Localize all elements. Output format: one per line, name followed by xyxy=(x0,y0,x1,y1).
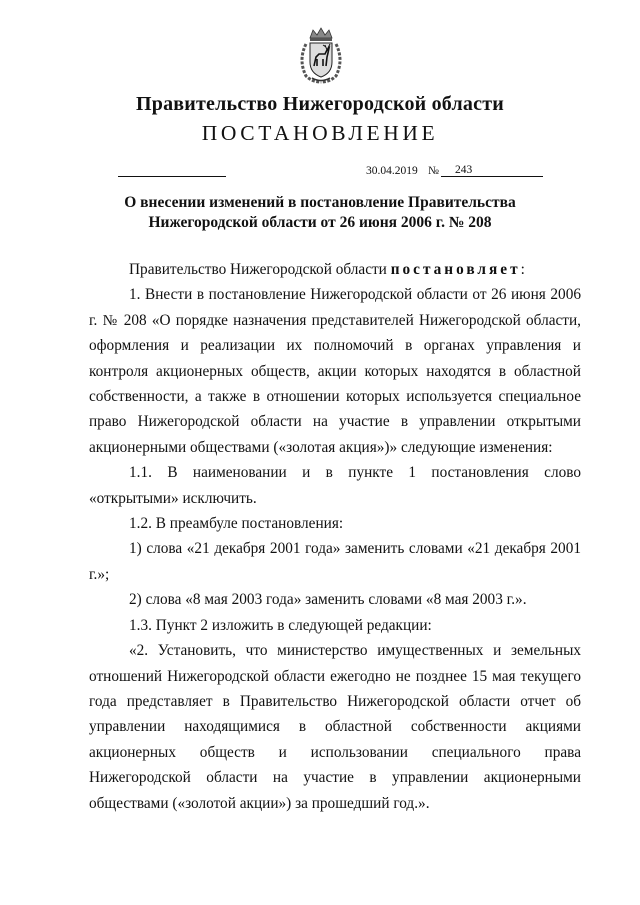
preamble-text: Правительство Нижегородской области xyxy=(129,261,387,278)
paragraph-1-1: 1.1. В наименовании и в пункте 1 постановления слово «открытыми» исключить. xyxy=(89,464,581,507)
number-label: № xyxy=(428,165,439,177)
preamble-paragraph xyxy=(89,257,581,282)
blank-date-line xyxy=(118,176,226,177)
paragraph-1: 1. Внести в постановление Нижегородской области от 26 июня 2006 г. № 208 «О порядке назначения представителей Нижегородской области, оформления и реализации их полномочий в органах управления и контроля акционерных обществ, акции которых находятся в областной собственности, а также в отношении которых используется специальное право Нижегородской области на участие в управлении открытыми акционерными обществами («золотая акция»)» следующие изменения: xyxy=(89,286,581,456)
title-line-2: Нижегородской области от 26 июня 2006 г. № 208 xyxy=(148,214,492,231)
coat-of-arms-emblem xyxy=(296,26,346,84)
document-body xyxy=(89,257,581,816)
paragraph-1-2: 1.2. В преамбуле постановления: xyxy=(129,515,344,533)
paragraph-1-3-text: «2. Установить, что министерство имущественных и земельных отношений Нижегородской области ежегодно не позднее 15 мая текущего года представляет в Правительство Нижегородской области отчет об управлении находящимися в областной собственности акциями акционерных обществ и использовании специального права Нижегородской области на участие в управлении акционерными обществами («золотой акции») за прошедший год.». xyxy=(89,642,581,812)
preamble-colon: : xyxy=(520,261,525,278)
paragraph-1-3: 1.3. Пункт 2 изложить в следующей редакции: xyxy=(129,616,432,634)
paragraph-1-2-item-1: 1) слова «21 декабря 2001 года» заменить словами «21 декабря 2001 г.»; xyxy=(89,540,581,583)
document-title xyxy=(0,193,640,233)
title-line-1: О внесении изменений в постановление Правительства xyxy=(124,194,516,211)
document-number: 243 xyxy=(441,165,543,177)
organization-name: Правительство Нижегородской области xyxy=(136,93,504,115)
document-type: ПОСТАНОВЛЕНИЕ xyxy=(201,121,439,145)
preamble-verb: постановляет xyxy=(390,261,521,278)
document-date: 30.04.2019 xyxy=(366,165,418,177)
paragraph-1-2-item-2: 2) слова «8 мая 2003 года» заменить словами «8 мая 2003 г.». xyxy=(129,591,527,609)
